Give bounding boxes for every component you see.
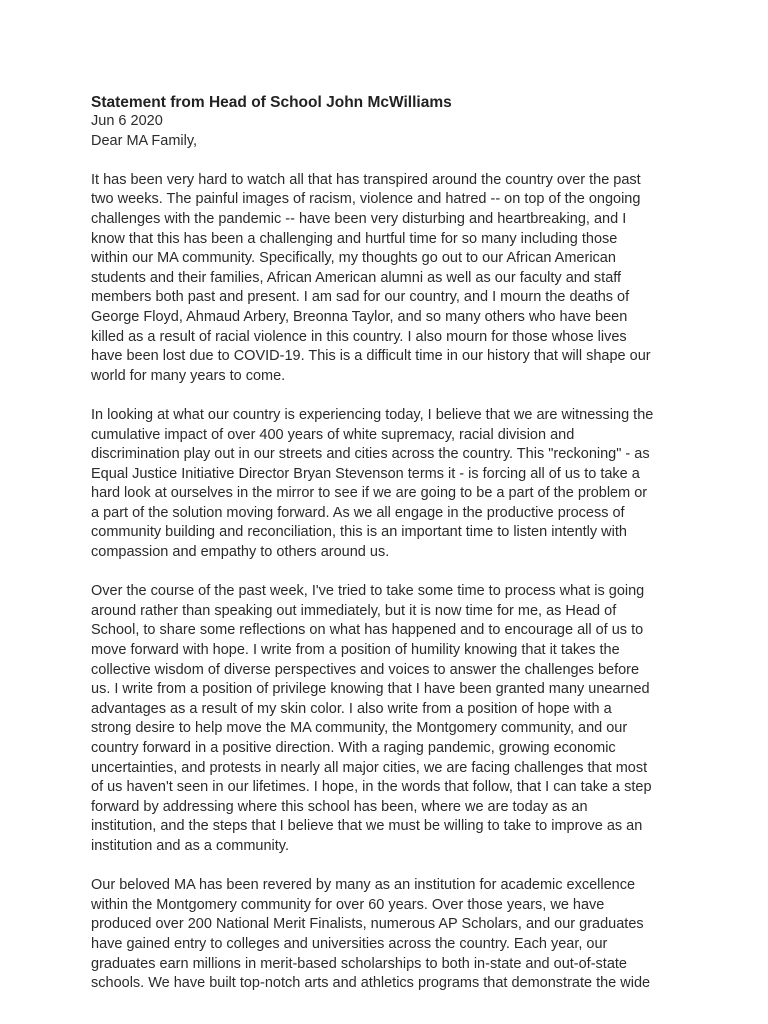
paragraph (91, 876, 691, 994)
paragraph-line: uncertainties, and protests in nearly all major cities, we are facing challenges that most (91, 759, 648, 776)
paragraph-line: world for many years to come. (91, 367, 286, 384)
paragraph-line: students and their families, African American alumni as well as our faculty and staff (91, 269, 622, 286)
paragraph-line: a part of the solution moving forward. As we all engage in the productive process of (91, 504, 625, 521)
paragraph-line: schools. We have built top-notch arts and athletics programs that demonstrate the wide (91, 975, 651, 992)
paragraph-line: know that this has been a challenging and hurtful time for so many including those (91, 230, 618, 247)
paragraph-line: School, to share some reflections on what has happened and to encourage all of us to (91, 622, 644, 639)
letter-body (91, 171, 691, 994)
salutation: Dear MA Family, (91, 132, 198, 149)
paragraph-line: cumulative impact of over 400 years of white supremacy, racial division and (91, 426, 575, 443)
paragraph-line: members both past and present. I am sad for our country, and I mourn the deaths of (91, 289, 630, 306)
paragraph-line: institution, and the steps that I believe that we must be willing to take to improve as an (91, 818, 643, 835)
paragraph-line: institution and as a community. (91, 837, 289, 854)
paragraph-line: around rather than speaking out immediately, but it is now time for me, as Head of (91, 602, 617, 619)
paragraph-line: It has been very hard to watch all that has transpired around the country over the past (91, 171, 641, 188)
paragraph-line: have been lost due to COVID-19. This is a difficult time in our history that will shape our (91, 348, 651, 365)
paragraph-line: discrimination play out in our streets and cities across the country. This "reckoning" - as (91, 446, 650, 463)
paragraph-line: strong desire to help move the MA community, the Montgomery community, and our (91, 720, 628, 737)
paragraph-line: Equal Justice Initiative Director Bryan Stevenson terms it - is forcing all of us to take a (91, 465, 640, 482)
paragraph-line: us. I write from a position of privilege knowing that I have been granted many unearned (91, 681, 650, 698)
paragraph-line: Our beloved MA has been revered by many as an institution for academic excellence (91, 877, 636, 894)
paragraph-line: country forward in a positive direction. With a raging pandemic, growing economic (91, 740, 616, 756)
paragraph-line: advantages as a result of my skin color. I also write from a position of hope with a (91, 700, 612, 717)
paragraph-line: have gained entry to colleges and universities across the country. Each year, our (91, 935, 608, 952)
paragraph-line: killed as a result of racial violence in this country. I also mourn for those whose lives (91, 328, 627, 345)
paragraph-line: hard look at ourselves in the mirror to see if we are going to be a part of the problem or (91, 485, 648, 502)
document-date: Jun 6 2020 (91, 113, 163, 129)
paragraph-line: produced over 200 National Merit Finalists, numerous AP Scholars, and our graduates (91, 916, 644, 933)
paragraph-line: two weeks. The painful images of racism, violence and hatred -- on top of the ongoing (91, 191, 641, 208)
paragraph-line: of us haven't seen in our lifetimes. I hope, in the words that follow, that I can take a step (91, 779, 652, 796)
paragraph-line: Over the course of the past week, I've tried to take some time to process what is going (91, 583, 645, 600)
document-title: Statement from Head of School John McWilliams (91, 94, 452, 111)
paragraph-line: move forward with hope. I write from a position of humility knowing that it takes the (91, 642, 620, 659)
paragraph-line: graduates earn millions in merit-based scholarships to both in-state and out-of-state (91, 955, 627, 972)
paragraph (91, 171, 691, 387)
paragraph-line: within our MA community. Specifically, my thoughts go out to our African American (91, 250, 616, 267)
document-page (91, 93, 691, 994)
paragraph-line: George Floyd, Ahmaud Arbery, Breonna Taylor, and so many others who have been (91, 308, 628, 325)
paragraph (91, 582, 691, 856)
paragraph-line: community building and reconciliation, this is an important time to listen intently with (91, 524, 627, 541)
paragraph-line: challenges with the pandemic -- have been very disturbing and heartbreaking, and I (91, 210, 627, 227)
paragraph-line: within the Montgomery community for over 60 years. Over those years, we have (91, 896, 605, 913)
paragraph (91, 406, 691, 563)
paragraph-line: In looking at what our country is experiencing today, I believe that we are witnessing the (91, 406, 654, 423)
paragraph-line: forward by addressing where this school has been, where we are today as an (91, 798, 588, 815)
paragraph-line: compassion and empathy to others around us. (91, 544, 390, 561)
paragraph-line: collective wisdom of diverse perspectives and voices to answer the challenges before (91, 661, 640, 678)
